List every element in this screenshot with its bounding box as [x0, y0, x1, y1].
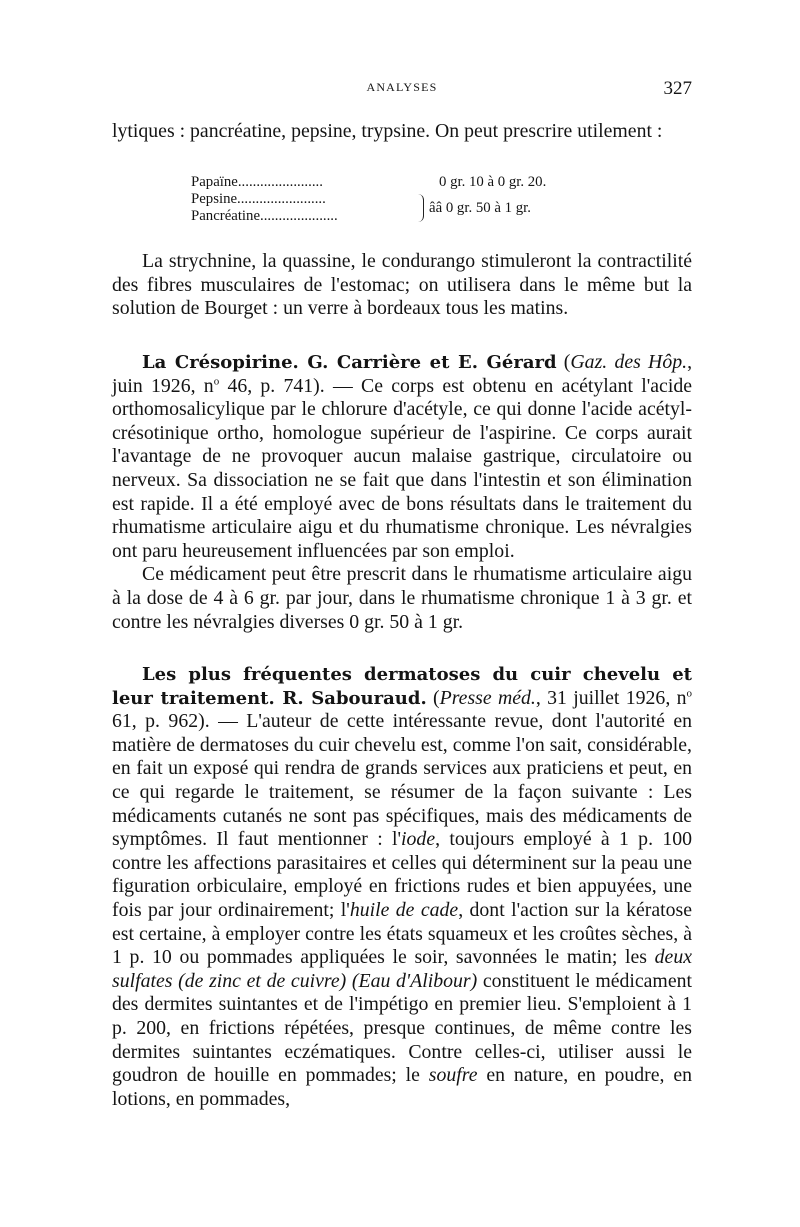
dosage-row-pepsine: [191, 191, 601, 208]
ref-rest: 46, p. 741).: [219, 374, 325, 397]
term-huile-de-cade: huile de cade: [349, 898, 459, 921]
running-title: ANALYSES: [366, 80, 438, 94]
dosage-row-group: [191, 191, 601, 225]
article-paragraph-dosage: Ce médicament peut être prescrit dans le rhumatisme articulaire aigu à la dose de 4 à 6 gr. par jour, dans le rhumatisme chronique 1 à 3 gr. et contre les névralgies diverses 0 gr. 50 à 1 gr.: [112, 563, 692, 633]
page-header: [112, 78, 692, 100]
dosage-row-papaine: [191, 174, 601, 191]
drug-name: Papaïne.......................: [191, 174, 323, 190]
ref-number-sup: o: [686, 687, 692, 699]
drug-name: Pancréatine.....................: [191, 208, 338, 224]
article-dermatoses: [112, 663, 692, 1111]
article-paragraph: [112, 663, 692, 1111]
article-title: La Crésopirine. G. Carrière et E. Gérard: [142, 352, 557, 373]
article-body: , toujours employé à 1 p. 100 contre les affections parasitaires et celles qui déterminent sur la peau une figuration orbiculaire, employé en frictions rudes et bien appuyées, une fois par jour ordinairement; l': [112, 828, 692, 921]
article-body: constituent le médicament des dermites suintantes et de l'impétigo en premier lieu. S'emploient à 1 p. 200, en frictions répétées, presque continues, de même contre les dermites suintantes eczématiques. Contre celles-ci, utiliser aussi le goudron de houille en pommades; le: [112, 969, 692, 1087]
journal-name: Presse méd.: [439, 686, 536, 709]
ref-open: (: [556, 351, 571, 373]
paragraph-intro: [112, 120, 692, 144]
article-cresopirine: [112, 351, 692, 634]
ref-open: (: [426, 686, 440, 709]
article-paragraph: [112, 351, 692, 563]
article-body: en nature, en poudre, en lotions, en pommades,: [112, 1064, 692, 1110]
drug-name: Pepsine........................: [191, 191, 326, 207]
strychnine-text: La strychnine, la quassine, le condurango stimuleront la contractilité des fibres musculaires de l'estomac; on utilisera dans le même but la solution de Bourget : un verre à bordeaux tous les matins.: [112, 250, 692, 320]
ref-number-sup: o: [213, 375, 220, 387]
ref-date: , 31 juillet 1926, n: [535, 686, 687, 709]
dosage-table: [191, 174, 601, 225]
ref-rest: 61, p. 962).: [112, 710, 210, 733]
term-soufre: soufre: [428, 1064, 478, 1087]
paragraph-strychnine: [112, 250, 692, 321]
article-body: — L'auteur de cette intéressante revue, dont l'autorité en matière de dermatoses du cuir chevelu est, comme l'on sait, considérable, en fait un exposé qui rendra de grands services aux praticiens et peut, en ce qui regarde le traitement, se résumer de la façon suivante : Les médicaments cutanés ne sont pas spécifiques, mais des médicaments de symptômes. Il faut mentionner : l': [112, 710, 692, 851]
drug-dose-shared: ââ 0 gr. 50 à 1 gr.: [429, 200, 531, 216]
intro-text: lytiques : pancréatine, pepsine, trypsine. On peut prescrire utilement :: [112, 120, 663, 142]
page-number: 327: [663, 78, 692, 99]
article-body: , dont l'action sur la kératose est certaine, à employer contre les états squameux et les croûtes sèches, à 1 p. 10 ou pommades appliquées le soir, savonnées le matin; les: [112, 898, 692, 969]
drug-dose: 0 gr. 10 à 0 gr. 20.: [439, 174, 547, 190]
dosage-row-pancreatine: [191, 208, 601, 225]
ref-date: , juin 1926, n: [112, 351, 693, 397]
term-iode: iode: [401, 828, 436, 851]
journal-name: Gaz. des Hôp.: [570, 351, 688, 373]
brace-mark: [418, 194, 424, 222]
article-body: — Ce corps est obtenu en acétylant l'acide orthomosalicylique par le chlorure d'acétyle, ce qui donne l'acide acétyl-crésotinique ortho, homologue supérieur de l'aspirine. Ce corps aurait l'avantage de ne provoquer aucun malaise gastrique, circulatoire ou nerveux. Sa dissociation ne se fait que dans l'intestin et son élimination est rapide. Il a été employé avec de bons résultats dans le traitement du rhumatisme articulaire aigu et du rhumatisme chronique. Les névralgies ont paru heureusement influencées par son emploi.: [112, 374, 693, 562]
article-title: Les plus fréquentes dermatoses du cuir chevelu et leur traitement. R. Sabouraud.: [112, 664, 692, 709]
term-sulfates: deux sulfates (de zinc et de cuivre) (Eau d'Alibour): [112, 946, 692, 992]
